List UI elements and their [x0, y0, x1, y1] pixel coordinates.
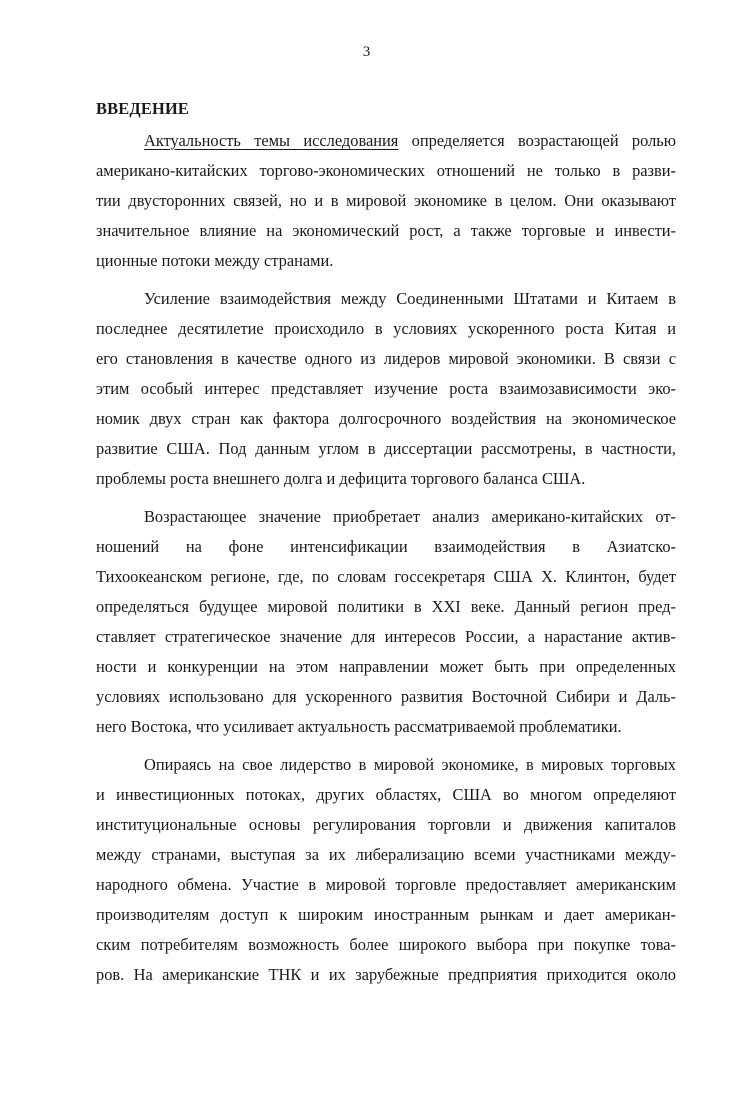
paragraph-line: народного обмена. Участие в мировой торговле предоставляет американским: [96, 875, 676, 894]
paragraph-line: последнее десятилетие происходило в условиях ускоренного роста Китая и: [96, 319, 676, 338]
paragraph-line: определяться будущее мировой политики в XXI веке. Данный регион пред-: [96, 597, 676, 616]
paragraph-asia-pacific: [96, 502, 676, 742]
paragraph-line: Тихоокеанском регионе, где, по словам госсекретаря США Х. Клинтон, будет: [96, 567, 676, 586]
document-body: [96, 94, 676, 998]
underlined-term: Актуальность темы исследования: [144, 131, 399, 150]
paragraph-line: проблемы роста внешнего долга и дефицита торгового баланса США.: [96, 469, 586, 488]
paragraph-line: него Востока, что усиливает актуальность рассматриваемой проблематики.: [96, 717, 622, 736]
paragraph-line: значительное влияние на экономический рост, а также торговые и инвести-: [96, 221, 676, 240]
paragraph-line: [96, 126, 676, 156]
paragraph-line: ров. На американские ТНК и их зарубежные предприятия приходится около: [96, 965, 676, 984]
paragraph-line: этим особый интерес представляет изучение роста взаимозависимости эко-: [96, 379, 676, 398]
page-number: 3: [362, 44, 371, 60]
paragraph-line: американо-китайских торгово-экономических отношений не только в разви-: [96, 161, 676, 180]
paragraph-leadership: [96, 750, 676, 990]
line-text: определяется возрастающей ролью: [398, 131, 676, 150]
paragraph-line: развитие США. Под данным углом в диссертации рассмотрены, в частности,: [96, 439, 676, 458]
paragraph-relevance: [96, 126, 676, 276]
paragraph-interaction: [96, 284, 676, 494]
paragraph-line: его становления в качестве одного из лидеров мировой экономики. В связи с: [96, 349, 676, 368]
paragraph-line: и инвестиционных потоках, других областях, США во многом определяют: [96, 785, 676, 804]
paragraph-line: ношений на фоне интенсификации взаимодействия в Азиатско-: [96, 537, 676, 556]
paragraph-line: Опираясь на свое лидерство в мировой экономике, в мировых торговых: [144, 755, 676, 774]
paragraph-line: Усиление взаимодействия между Соединенными Штатами и Китаем в: [144, 289, 676, 308]
section-heading: ВВЕДЕНИЕ: [96, 99, 190, 118]
paragraph-line: между странами, выступая за их либерализацию всеми участниками между-: [96, 845, 676, 864]
paragraph-line: номик двух стран как фактора долгосрочного воздействия на экономическое: [96, 409, 676, 428]
paragraph-line: ности и конкуренции на этом направлении может быть при определенных: [96, 657, 676, 676]
paragraph-line: производителям доступ к широким иностранным рынкам и дает американ-: [96, 905, 676, 924]
paragraph-line: условиях использовано для ускоренного развития Восточной Сибири и Даль-: [96, 687, 676, 706]
paragraph-line: ским потребителям возможность более широкого выбора при покупке това-: [96, 935, 676, 954]
paragraph-line: институциональные основы регулирования торговли и движения капиталов: [96, 815, 676, 834]
paragraph-line: ционные потоки между странами.: [96, 251, 334, 270]
paragraph-line: ставляет стратегическое значение для интересов России, а нарастание актив-: [96, 627, 676, 646]
paragraph-line: тии двусторонних связей, но и в мировой экономике в целом. Они оказывают: [96, 191, 676, 210]
paragraph-line: Возрастающее значение приобретает анализ американо-китайских от-: [144, 507, 676, 526]
